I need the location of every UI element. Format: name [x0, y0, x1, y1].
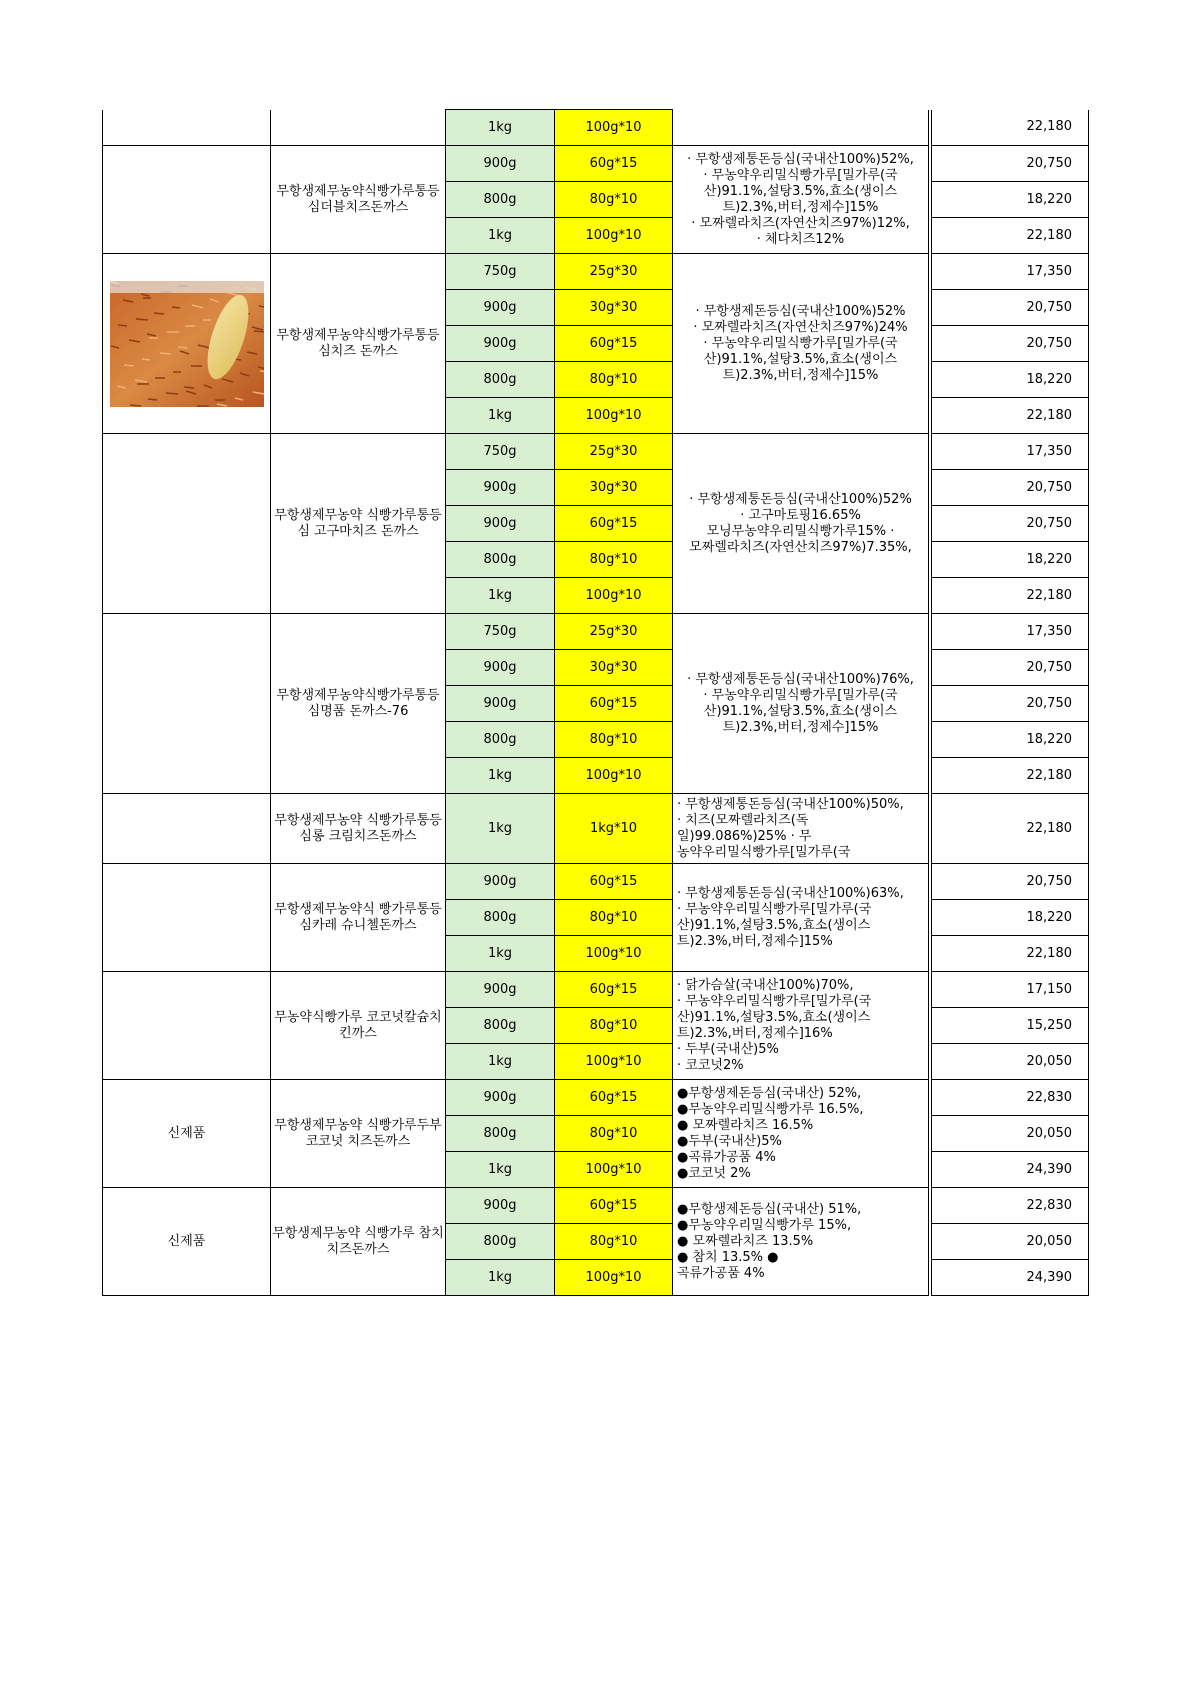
pack-cell: 30g*30 [555, 650, 673, 686]
ingredient-line: · 무농약우리밀식빵가루[밀가루(국 [677, 901, 872, 917]
price-cell: 15,250 [932, 1008, 1089, 1044]
ingredient-line: · 무농약우리밀식빵가루[밀가루(국 [703, 167, 898, 183]
ingredient-line: 모닝무농약우리밀식빵가루15% · [706, 523, 895, 539]
ingredient-line: · 고구마토핑16.65% [740, 507, 861, 523]
ingredient-line: · 무항생제통돈등심(국내산100%)52%, [687, 151, 914, 167]
weight-cell: 800g [446, 362, 555, 398]
category-cell [103, 1188, 271, 1296]
weight-cell: 1kg [446, 218, 555, 254]
ingredient-line: · 무농약우리밀식빵가루[밀가루(국 [677, 993, 872, 1009]
ingredient-line: · 모짜렐라치즈(자연산치즈97%)12%, [691, 215, 910, 231]
price-cell: 20,050 [932, 1224, 1089, 1260]
table-row [103, 794, 1089, 864]
ingredient-line: · 무항생제돈등심(국내산100%)52% [695, 303, 906, 319]
category-cell [103, 110, 271, 146]
weight-cell: 900g [446, 290, 555, 326]
weight-cell: 900g [446, 326, 555, 362]
pack-cell: 25g*30 [555, 254, 673, 290]
category-cell [103, 614, 271, 794]
price-cell: 18,220 [932, 182, 1089, 218]
ingredient-line: ●무항생제돈등심(국내산) 51%, [677, 1201, 862, 1217]
price-cell: 22,180 [932, 578, 1089, 614]
pack-cell: 60g*15 [555, 864, 673, 900]
price-cell: 20,750 [932, 650, 1089, 686]
weight-cell: 800g [446, 1008, 555, 1044]
price-cell: 22,180 [932, 218, 1089, 254]
pack-cell: 100g*10 [555, 578, 673, 614]
ingredients-cell [673, 254, 929, 434]
ingredient-line: · 닭가슴살(국내산100%)70%, [677, 977, 854, 993]
pack-cell: 60g*15 [555, 506, 673, 542]
ingredient-line: 모짜렐라치즈(자연산치즈97%)7.35%, [689, 539, 912, 555]
ingredient-line: 트)2.3%,버터,정제수]15% [722, 199, 879, 215]
price-cell: 20,750 [932, 506, 1089, 542]
category-cell [103, 254, 271, 434]
price-cell: 20,750 [932, 146, 1089, 182]
price-cell: 22,180 [932, 794, 1089, 864]
price-cell: 22,830 [932, 1188, 1089, 1224]
ingredient-line: 트)2.3%,버터,정제수]15% [677, 933, 833, 949]
pack-cell: 100g*10 [555, 1152, 673, 1188]
category-label: 신제품 [167, 1125, 206, 1141]
price-cell: 22,180 [932, 110, 1089, 146]
ingredient-line: 곡류가공품 4% [677, 1265, 765, 1281]
ingredient-line: ●무농약우리밀식빵가루 15%, [677, 1217, 852, 1233]
product-photo [110, 281, 264, 407]
price-cell: 22,180 [932, 758, 1089, 794]
price-cell: 18,220 [932, 900, 1089, 936]
ingredient-line: ● 모짜렐라치즈 16.5% [677, 1117, 814, 1133]
ingredient-line: · 무항생제통돈등심(국내산100%)76%, [687, 671, 914, 687]
table-row [103, 864, 1089, 900]
pack-cell: 100g*10 [555, 398, 673, 434]
ingredients-cell [673, 434, 929, 614]
ingredient-line: · 무항생제통돈등심(국내산100%)63%, [677, 885, 904, 901]
price-cell: 20,750 [932, 686, 1089, 722]
price-cell: 20,750 [932, 864, 1089, 900]
product-name: 무농약식빵가루 코코넛칼슘치킨까스 [271, 972, 446, 1080]
weight-cell: 800g [446, 1116, 555, 1152]
ingredient-line: · 무농약우리밀식빵가루[밀가루(국 [703, 335, 898, 351]
ingredient-line: ●코코넛 2% [677, 1165, 751, 1181]
table-row [103, 434, 1089, 470]
ingredient-line: 산)91.1%,설탕3.5%,효소(생이스 [677, 917, 871, 933]
ingredient-line: ●무항생제돈등심(국내산) 52%, [677, 1085, 862, 1101]
pack-cell: 30g*30 [555, 290, 673, 326]
pack-cell: 80g*10 [555, 1116, 673, 1152]
weight-cell: 900g [446, 506, 555, 542]
pack-cell: 80g*10 [555, 182, 673, 218]
category-cell [103, 972, 271, 1080]
pack-cell: 60g*15 [555, 326, 673, 362]
ingredient-line: ●무농약우리밀식빵가루 16.5%, [677, 1101, 864, 1117]
product-name: 무항생제무농약 식빵가루통등심롱 크림치즈돈까스 [271, 794, 446, 864]
table-row [103, 1080, 1089, 1116]
ingredient-line: ● 모짜렐라치즈 13.5% [677, 1233, 814, 1249]
ingredient-line: · 코코넛2% [677, 1057, 744, 1073]
weight-cell: 1kg [446, 578, 555, 614]
category-cell [103, 794, 271, 864]
product-name: 무항생제무농약식 빵가루통등심카레 슈니첼돈까스 [271, 864, 446, 972]
pack-cell: 100g*10 [555, 936, 673, 972]
product-name: 무항생제무농약 식빵가루통등심 고구마치즈 돈까스 [271, 434, 446, 614]
pack-cell: 100g*10 [555, 218, 673, 254]
pack-cell: 80g*10 [555, 542, 673, 578]
category-cell [103, 1080, 271, 1188]
table-row [103, 110, 1089, 146]
price-cell: 18,220 [932, 362, 1089, 398]
price-cell: 22,830 [932, 1080, 1089, 1116]
pack-cell: 25g*30 [555, 434, 673, 470]
weight-cell: 900g [446, 470, 555, 506]
pack-cell: 25g*30 [555, 614, 673, 650]
ingredient-line: ●두부(국내산)5% [677, 1133, 782, 1149]
weight-cell: 800g [446, 722, 555, 758]
weight-cell: 900g [446, 146, 555, 182]
product-name: 무항생제무농약식빵가루통등심치즈 돈까스 [271, 254, 446, 434]
category-label: 신제품 [167, 1233, 206, 1249]
price-cell: 22,180 [932, 936, 1089, 972]
pack-cell: 30g*30 [555, 470, 673, 506]
ingredient-line: 산)91.1%,설탕3.5%,효소(생이스 [703, 183, 898, 199]
weight-cell: 1kg [446, 398, 555, 434]
table-row [103, 972, 1089, 1008]
pack-cell: 80g*10 [555, 722, 673, 758]
category-cell [103, 146, 271, 254]
ingredient-line: · 무항생제통돈등심(국내산100%)52% [689, 491, 912, 507]
ingredient-line: · 모짜렐라치즈(자연산치즈97%)24% [693, 319, 908, 335]
pack-cell: 80g*10 [555, 1224, 673, 1260]
weight-cell: 900g [446, 864, 555, 900]
ingredient-line: ●곡류가공품 4% [677, 1149, 776, 1165]
product-price-table [102, 109, 1089, 1296]
table-row [103, 254, 1089, 290]
price-cell: 17,350 [932, 254, 1089, 290]
ingredients-cell [673, 1080, 929, 1188]
product-name: 무항생제무농약식빵가루통등심명품 돈까스-76 [271, 614, 446, 794]
pack-cell: 80g*10 [555, 362, 673, 398]
weight-cell: 750g [446, 614, 555, 650]
pack-cell: 60g*15 [555, 146, 673, 182]
weight-cell: 900g [446, 972, 555, 1008]
weight-cell: 900g [446, 686, 555, 722]
weight-cell: 800g [446, 182, 555, 218]
category-cell [103, 864, 271, 972]
pack-cell: 60g*15 [555, 1188, 673, 1224]
weight-cell: 750g [446, 254, 555, 290]
pack-cell: 80g*10 [555, 900, 673, 936]
product-name: 무항생제무농약 식빵가루두부코코넛 치즈돈까스 [271, 1080, 446, 1188]
weight-cell: 800g [446, 1224, 555, 1260]
ingredients-cell [673, 794, 929, 864]
price-cell: 22,180 [932, 398, 1089, 434]
ingredient-line: 일)99.086%)25% · 무 [677, 828, 812, 844]
ingredients-cell [673, 972, 929, 1080]
product-name: 무항생제무농약 식빵가루 참치치즈돈까스 [271, 1188, 446, 1296]
ingredient-line: · 체다치즈12% [756, 231, 845, 247]
pack-cell: 100g*10 [555, 758, 673, 794]
weight-cell: 750g [446, 434, 555, 470]
category-cell [103, 434, 271, 614]
price-cell: 24,390 [932, 1152, 1089, 1188]
pack-cell: 60g*15 [555, 686, 673, 722]
table-row [103, 1188, 1089, 1224]
pack-cell: 100g*10 [555, 1044, 673, 1080]
pack-cell: 60g*15 [555, 972, 673, 1008]
price-cell: 18,220 [932, 542, 1089, 578]
pack-cell: 100g*10 [555, 1260, 673, 1296]
price-cell: 17,350 [932, 614, 1089, 650]
weight-cell: 1kg [446, 794, 555, 864]
weight-cell: 1kg [446, 1152, 555, 1188]
price-cell: 20,750 [932, 290, 1089, 326]
price-cell: 18,220 [932, 722, 1089, 758]
price-cell: 17,350 [932, 434, 1089, 470]
weight-cell: 1kg [446, 1260, 555, 1296]
ingredient-line: · 무항생제통돈등심(국내산100%)50%, [677, 796, 904, 812]
product-name [271, 110, 446, 146]
weight-cell: 900g [446, 1188, 555, 1224]
ingredients-cell [673, 864, 929, 972]
table-row [103, 614, 1089, 650]
table-row [103, 146, 1089, 182]
weight-cell: 900g [446, 650, 555, 686]
ingredient-line: 트)2.3%,버터,정제수]15% [722, 719, 879, 735]
weight-cell: 800g [446, 900, 555, 936]
pack-cell: 1kg*10 [555, 794, 673, 864]
ingredient-line: 트)2.3%,버터,정제수]15% [722, 367, 879, 383]
ingredient-line: 농약우리밀식빵가루[밀가루(국 [677, 844, 851, 860]
weight-cell: 1kg [446, 758, 555, 794]
ingredient-line: 산)91.1%,설탕3.5%,효소(생이스 [703, 351, 898, 367]
weight-cell: 800g [446, 542, 555, 578]
pack-cell: 60g*15 [555, 1080, 673, 1116]
price-cell: 20,750 [932, 470, 1089, 506]
price-cell: 20,050 [932, 1116, 1089, 1152]
ingredient-line: 산)91.1%,설탕3.5%,효소(생이스 [677, 1009, 871, 1025]
ingredient-line: ● 참치 13.5% ● [677, 1249, 779, 1265]
ingredients-cell [673, 146, 929, 254]
ingredient-line: 산)91.1%,설탕3.5%,효소(생이스 [703, 703, 898, 719]
ingredient-line: · 무농약우리밀식빵가루[밀가루(국 [703, 687, 898, 703]
weight-cell: 900g [446, 1080, 555, 1116]
weight-cell: 1kg [446, 110, 555, 146]
weight-cell: 1kg [446, 1044, 555, 1080]
ingredient-line: · 치즈(모짜렐라치즈(독 [677, 812, 809, 828]
price-cell: 17,150 [932, 972, 1089, 1008]
ingredients-cell [673, 1188, 929, 1296]
product-name: 무항생제무농약식빵가루통등심더블치즈돈까스 [271, 146, 446, 254]
price-cell: 24,390 [932, 1260, 1089, 1296]
pack-cell: 100g*10 [555, 110, 673, 146]
ingredient-line: 트)2.3%,버터,정제수]16% [677, 1025, 833, 1041]
price-cell: 20,050 [932, 1044, 1089, 1080]
ingredients-cell [673, 110, 929, 146]
ingredient-line: · 두부(국내산)5% [677, 1041, 779, 1057]
pack-cell: 80g*10 [555, 1008, 673, 1044]
ingredients-cell [673, 614, 929, 794]
price-cell: 20,750 [932, 326, 1089, 362]
weight-cell: 1kg [446, 936, 555, 972]
